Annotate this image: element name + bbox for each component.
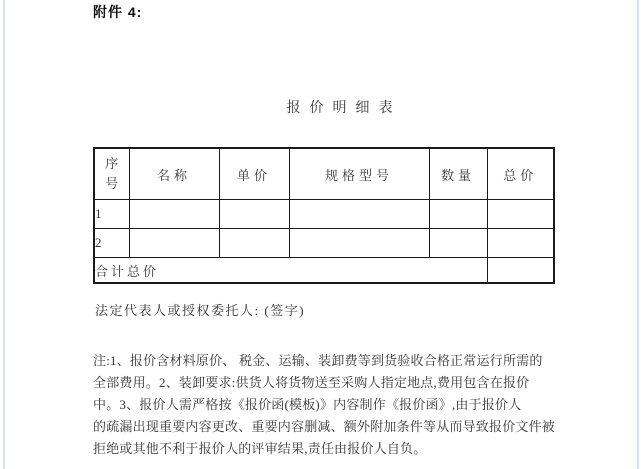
cell-row2-qty — [429, 229, 487, 258]
cell-row1-name — [129, 200, 219, 229]
cell-row1-qty — [429, 200, 487, 229]
page-edge-right — [637, 0, 639, 469]
table-footer-row — [94, 258, 554, 284]
signature-line: 法定代表人或授权委托人: (签字) — [95, 303, 306, 318]
cell-row1-seq: 1 — [94, 200, 129, 229]
cell-row2-seq: 2 — [94, 229, 129, 258]
header-cell-qty: 数量 — [429, 148, 487, 200]
cell-row2-name — [129, 229, 219, 258]
attachment-label: 附件 4: — [93, 4, 143, 20]
footer-total-value — [487, 258, 554, 284]
cell-row1-spec — [289, 200, 429, 229]
table-header-row — [94, 148, 554, 200]
header-cell-seq: 序号 — [94, 148, 129, 200]
note-line: 拒绝或其他不利于报价人的评审结果,责任由报价人自负。 — [93, 441, 427, 456]
document-title: 报价明细表 — [286, 101, 402, 116]
note-line: 的疏漏出现重要内容更改、重要内容删减、额外附加条件等从而导致报价文件被 — [93, 419, 556, 434]
header-cell-spec: 规格型号 — [289, 148, 429, 200]
header-cell-unit-price: 单价 — [219, 148, 289, 200]
header-cell-total: 总价 — [487, 148, 554, 200]
cell-row2-spec — [289, 229, 429, 258]
note-line: 注:1、报价含材料原价、 税金、运输、装卸费等到货验收合格正常运行所需的 — [93, 353, 543, 368]
cell-row1-total — [487, 200, 554, 229]
table-row — [94, 229, 554, 258]
page-edge-left — [3, 0, 5, 469]
table-row — [94, 200, 554, 229]
quote-detail-table — [93, 147, 555, 284]
footer-total-label: 合计总价 — [94, 258, 487, 284]
cell-row1-unit-price — [219, 200, 289, 229]
note-line: 中。3、报价人需严格按《报价函(模板)》内容制作《报价函》,由于报价人 — [93, 397, 522, 412]
cell-row2-unit-price — [219, 229, 289, 258]
note-line: 全部费用。2、装卸要求:供货人将货物送至采购人指定地点,费用包含在报价 — [93, 375, 530, 390]
cell-row2-total — [487, 229, 554, 258]
header-cell-name: 名称 — [129, 148, 219, 200]
notes-paragraph — [93, 350, 571, 460]
